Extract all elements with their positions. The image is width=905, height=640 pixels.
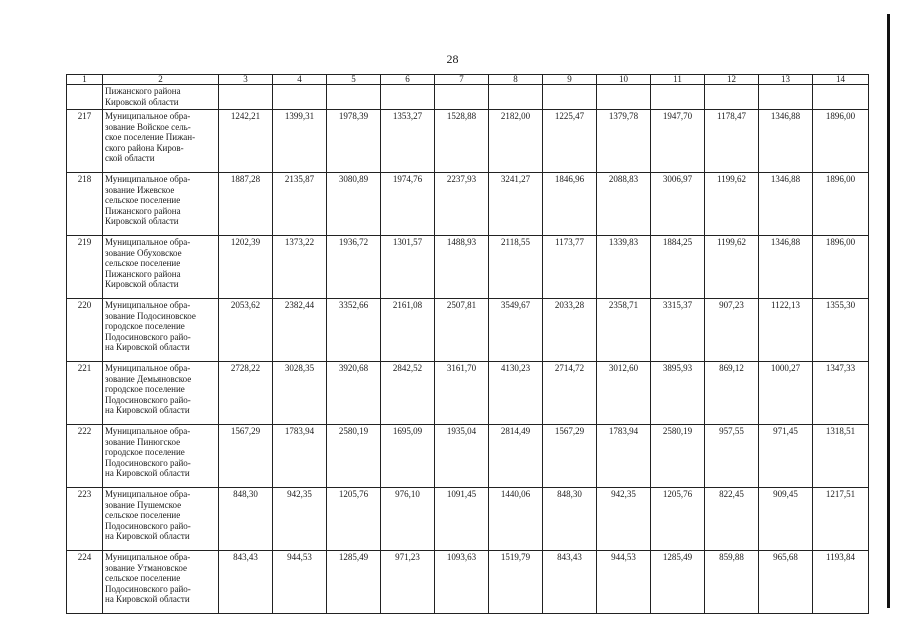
name-line: Пижанского района bbox=[105, 268, 181, 279]
column-number-12: 12 bbox=[705, 75, 759, 85]
name-line: городское поселение bbox=[105, 384, 185, 395]
row-number-cell: 223 bbox=[67, 488, 103, 551]
name-line: ское поселение Пижан- bbox=[105, 132, 196, 143]
value-cell-col-14: 1355,30 bbox=[813, 299, 869, 362]
name-line: Подосиновского райо- bbox=[105, 331, 191, 342]
table-row bbox=[67, 236, 869, 299]
name-line: Муниципальное обра- bbox=[105, 489, 191, 499]
column-number-4: 4 bbox=[273, 75, 327, 85]
name-line: на Кировской области bbox=[105, 405, 190, 416]
row-number-cell: 222 bbox=[67, 425, 103, 488]
column-number-10: 10 bbox=[597, 75, 651, 85]
name-line: Кировской области bbox=[105, 279, 179, 290]
name-line: Муниципальное обра- bbox=[105, 363, 191, 373]
value-cell-col-10: 942,35 bbox=[597, 488, 651, 551]
municipality-name-cell bbox=[103, 425, 219, 488]
value-cell-col-9: 843,43 bbox=[543, 551, 597, 614]
table-row bbox=[67, 173, 869, 236]
value-cell-col-6: 971,23 bbox=[381, 551, 435, 614]
name-line: Подосиновского райо- bbox=[105, 457, 191, 468]
value-cell-col-8: 1440,06 bbox=[489, 488, 543, 551]
value-cell-col-6: 976,10 bbox=[381, 488, 435, 551]
value-cell-col-11: 2580,19 bbox=[651, 425, 705, 488]
value-cell-col-13: 971,45 bbox=[759, 425, 813, 488]
value-cell-col-14: 1318,51 bbox=[813, 425, 869, 488]
continuation-row bbox=[67, 85, 869, 110]
name-line: сельское поселение bbox=[105, 510, 181, 521]
value-cell-col-4: 1399,31 bbox=[273, 110, 327, 173]
value-cell-col-12: 1199,62 bbox=[705, 173, 759, 236]
table-row bbox=[67, 110, 869, 173]
value-cell-col-14: 1347,33 bbox=[813, 362, 869, 425]
tariff-table bbox=[66, 74, 869, 614]
value-cell-col-4: 3028,35 bbox=[273, 362, 327, 425]
value-cell-col-10: 944,53 bbox=[597, 551, 651, 614]
name-line: Подосиновского райо- bbox=[105, 583, 191, 594]
value-cell-col-11: 1947,70 bbox=[651, 110, 705, 173]
name-line: сельское поселение bbox=[105, 573, 181, 584]
value-cell-col-7: 1528,88 bbox=[435, 110, 489, 173]
page-number: 28 bbox=[446, 52, 459, 66]
value-cell-col-5: 1285,49 bbox=[327, 551, 381, 614]
row-number-cell: 219 bbox=[67, 236, 103, 299]
name-line: Кировской области bbox=[105, 216, 179, 227]
name-line: Пижанского района bbox=[105, 86, 181, 96]
table-row bbox=[67, 551, 869, 614]
value-cell-col-5: 3920,68 bbox=[327, 362, 381, 425]
name-line: городское поселение bbox=[105, 447, 185, 458]
municipality-name-cell bbox=[103, 110, 219, 173]
column-number-8: 8 bbox=[489, 75, 543, 85]
name-line: зование Ижевское bbox=[105, 184, 175, 195]
value-cell-col-9: 1567,29 bbox=[543, 425, 597, 488]
municipality-name-cell bbox=[103, 488, 219, 551]
value-cell-col-4: 1783,94 bbox=[273, 425, 327, 488]
value-cell-col-10: 2358,71 bbox=[597, 299, 651, 362]
column-number-row bbox=[67, 75, 869, 85]
value-cell-col-9: 848,30 bbox=[543, 488, 597, 551]
value-cell-col-5: 3080,89 bbox=[327, 173, 381, 236]
name-line: зование Войское сель- bbox=[105, 121, 191, 132]
value-cell-col-12: 859,88 bbox=[705, 551, 759, 614]
value-cell-col-8: 3241,27 bbox=[489, 173, 543, 236]
value-cell-col-5: 1936,72 bbox=[327, 236, 381, 299]
column-number-14: 14 bbox=[813, 75, 869, 85]
name-line: Пижанского района bbox=[105, 205, 181, 216]
value-cell-col-12: 1199,62 bbox=[705, 236, 759, 299]
value-cell-col-9: 1173,77 bbox=[543, 236, 597, 299]
municipality-name-cell bbox=[103, 299, 219, 362]
value-cell-col-4: 1373,22 bbox=[273, 236, 327, 299]
value-cell-col-11: 1884,25 bbox=[651, 236, 705, 299]
name-line: Кировской области bbox=[105, 96, 179, 107]
value-cell-col-10: 3012,60 bbox=[597, 362, 651, 425]
name-line: ского района Киров- bbox=[105, 142, 184, 153]
municipality-name-cell bbox=[103, 236, 219, 299]
row-number-cell bbox=[67, 85, 103, 110]
value-cell-col-14: 1896,00 bbox=[813, 173, 869, 236]
value-cell-col-3: 1567,29 bbox=[219, 425, 273, 488]
value-cell-col-4: 2382,44 bbox=[273, 299, 327, 362]
row-number-cell: 224 bbox=[67, 551, 103, 614]
name-line: на Кировской области bbox=[105, 342, 190, 353]
value-cell-col-8: 2814,49 bbox=[489, 425, 543, 488]
value-cell-col-8: 3549,67 bbox=[489, 299, 543, 362]
column-number-5: 5 bbox=[327, 75, 381, 85]
column-number-11: 11 bbox=[651, 75, 705, 85]
value-cell-col-9: 1846,96 bbox=[543, 173, 597, 236]
value-cell-col-10: 2088,83 bbox=[597, 173, 651, 236]
value-cell-col-3: 848,30 bbox=[219, 488, 273, 551]
value-cell-col-13: 1122,13 bbox=[759, 299, 813, 362]
column-number-6: 6 bbox=[381, 75, 435, 85]
name-line: зование Подосиновское bbox=[105, 310, 196, 321]
value-cell-col-14: 1896,00 bbox=[813, 110, 869, 173]
value-cell-col-14: 1217,51 bbox=[813, 488, 869, 551]
value-cell-col-12: 869,12 bbox=[705, 362, 759, 425]
value-cell-col-10: 1379,78 bbox=[597, 110, 651, 173]
value-cell-col-8: 4130,23 bbox=[489, 362, 543, 425]
column-number-7: 7 bbox=[435, 75, 489, 85]
value-cell-col-7: 1093,63 bbox=[435, 551, 489, 614]
value-cell-col-10: 1783,94 bbox=[597, 425, 651, 488]
value-cell-col-7: 1488,93 bbox=[435, 236, 489, 299]
name-line: Муниципальное обра- bbox=[105, 426, 191, 436]
value-cell-col-13: 909,45 bbox=[759, 488, 813, 551]
value-cell-col-13: 1000,27 bbox=[759, 362, 813, 425]
name-line: Муниципальное обра- bbox=[105, 174, 191, 184]
value-cell-col-8: 1519,79 bbox=[489, 551, 543, 614]
value-cell-col-13: 1346,88 bbox=[759, 110, 813, 173]
value-cell-col-8: 2182,00 bbox=[489, 110, 543, 173]
value-cell-col-5: 2580,19 bbox=[327, 425, 381, 488]
value-cell-col-3: 2053,62 bbox=[219, 299, 273, 362]
row-number-cell: 217 bbox=[67, 110, 103, 173]
municipality-name-cell bbox=[103, 173, 219, 236]
table-row bbox=[67, 425, 869, 488]
value-cell-col-6: 2161,08 bbox=[381, 299, 435, 362]
municipality-name-cell bbox=[103, 362, 219, 425]
name-line: городское поселение bbox=[105, 321, 185, 332]
value-cell-col-14: 1896,00 bbox=[813, 236, 869, 299]
table-row bbox=[67, 299, 869, 362]
table-row bbox=[67, 488, 869, 551]
value-cell-col-13: 1346,88 bbox=[759, 236, 813, 299]
name-line: на Кировской области bbox=[105, 468, 190, 479]
row-number-cell: 221 bbox=[67, 362, 103, 425]
value-cell-col-4: 944,53 bbox=[273, 551, 327, 614]
value-cell-col-8: 2118,55 bbox=[489, 236, 543, 299]
value-cell-col-7: 1091,45 bbox=[435, 488, 489, 551]
value-cell-col-3: 2728,22 bbox=[219, 362, 273, 425]
value-cell-col-4: 942,35 bbox=[273, 488, 327, 551]
table-row bbox=[67, 362, 869, 425]
column-number-9: 9 bbox=[543, 75, 597, 85]
value-cell-col-3: 843,43 bbox=[219, 551, 273, 614]
value-cell-col-13: 965,68 bbox=[759, 551, 813, 614]
name-line: Подосиновского райо- bbox=[105, 394, 191, 405]
value-cell-col-6: 2842,52 bbox=[381, 362, 435, 425]
column-number-13: 13 bbox=[759, 75, 813, 85]
value-cell-col-5: 3352,66 bbox=[327, 299, 381, 362]
value-cell-col-6: 1974,76 bbox=[381, 173, 435, 236]
value-cell-col-7: 1935,04 bbox=[435, 425, 489, 488]
value-cell-col-11: 1205,76 bbox=[651, 488, 705, 551]
name-line: зование Пушемское bbox=[105, 499, 182, 510]
value-cell-col-9: 1225,47 bbox=[543, 110, 597, 173]
value-cell-col-5: 1978,39 bbox=[327, 110, 381, 173]
value-cell-col-12: 1178,47 bbox=[705, 110, 759, 173]
margin-rule bbox=[887, 14, 890, 608]
value-cell-col-3: 1887,28 bbox=[219, 173, 273, 236]
value-cell-col-6: 1353,27 bbox=[381, 110, 435, 173]
name-line: на Кировской области bbox=[105, 594, 190, 605]
municipality-name-cell bbox=[103, 85, 219, 110]
value-cell-col-9: 2714,72 bbox=[543, 362, 597, 425]
value-cell-col-3: 1242,21 bbox=[219, 110, 273, 173]
value-cell-col-7: 2507,81 bbox=[435, 299, 489, 362]
name-line: Муниципальное обра- bbox=[105, 111, 191, 121]
value-cell-col-7: 3161,70 bbox=[435, 362, 489, 425]
row-number-cell: 218 bbox=[67, 173, 103, 236]
name-line: зование Демьяновское bbox=[105, 373, 192, 384]
value-cell-col-11: 1285,49 bbox=[651, 551, 705, 614]
municipality-name-cell bbox=[103, 551, 219, 614]
name-line: Муниципальное обра- bbox=[105, 552, 191, 562]
column-number-1: 1 bbox=[67, 75, 103, 85]
name-line: Муниципальное обра- bbox=[105, 237, 191, 247]
name-line: зование Обуховское bbox=[105, 247, 182, 258]
name-line: зование Утмановское bbox=[105, 562, 187, 573]
value-cell-col-6: 1301,57 bbox=[381, 236, 435, 299]
column-number-3: 3 bbox=[219, 75, 273, 85]
name-line: Муниципальное обра- bbox=[105, 300, 191, 310]
value-cell-col-6: 1695,09 bbox=[381, 425, 435, 488]
name-line: на Кировской области bbox=[105, 531, 190, 542]
row-number-cell: 220 bbox=[67, 299, 103, 362]
value-cell-col-14: 1193,84 bbox=[813, 551, 869, 614]
value-cell-col-12: 822,45 bbox=[705, 488, 759, 551]
name-line: зование Пинюгское bbox=[105, 436, 181, 447]
value-cell-col-13: 1346,88 bbox=[759, 173, 813, 236]
name-line: Подосиновского райо- bbox=[105, 520, 191, 531]
column-number-2: 2 bbox=[103, 75, 219, 85]
value-cell-col-11: 3006,97 bbox=[651, 173, 705, 236]
value-cell-col-4: 2135,87 bbox=[273, 173, 327, 236]
value-cell-col-7: 2237,93 bbox=[435, 173, 489, 236]
value-cell-col-11: 3895,93 bbox=[651, 362, 705, 425]
value-cell-col-9: 2033,28 bbox=[543, 299, 597, 362]
value-cell-col-10: 1339,83 bbox=[597, 236, 651, 299]
value-cell-col-5: 1205,76 bbox=[327, 488, 381, 551]
value-cell-col-12: 907,23 bbox=[705, 299, 759, 362]
name-line: сельское поселение bbox=[105, 258, 181, 269]
name-line: ской области bbox=[105, 153, 155, 164]
value-cell-col-12: 957,55 bbox=[705, 425, 759, 488]
name-line: сельское поселение bbox=[105, 195, 181, 206]
value-cell-col-11: 3315,37 bbox=[651, 299, 705, 362]
value-cell-col-3: 1202,39 bbox=[219, 236, 273, 299]
